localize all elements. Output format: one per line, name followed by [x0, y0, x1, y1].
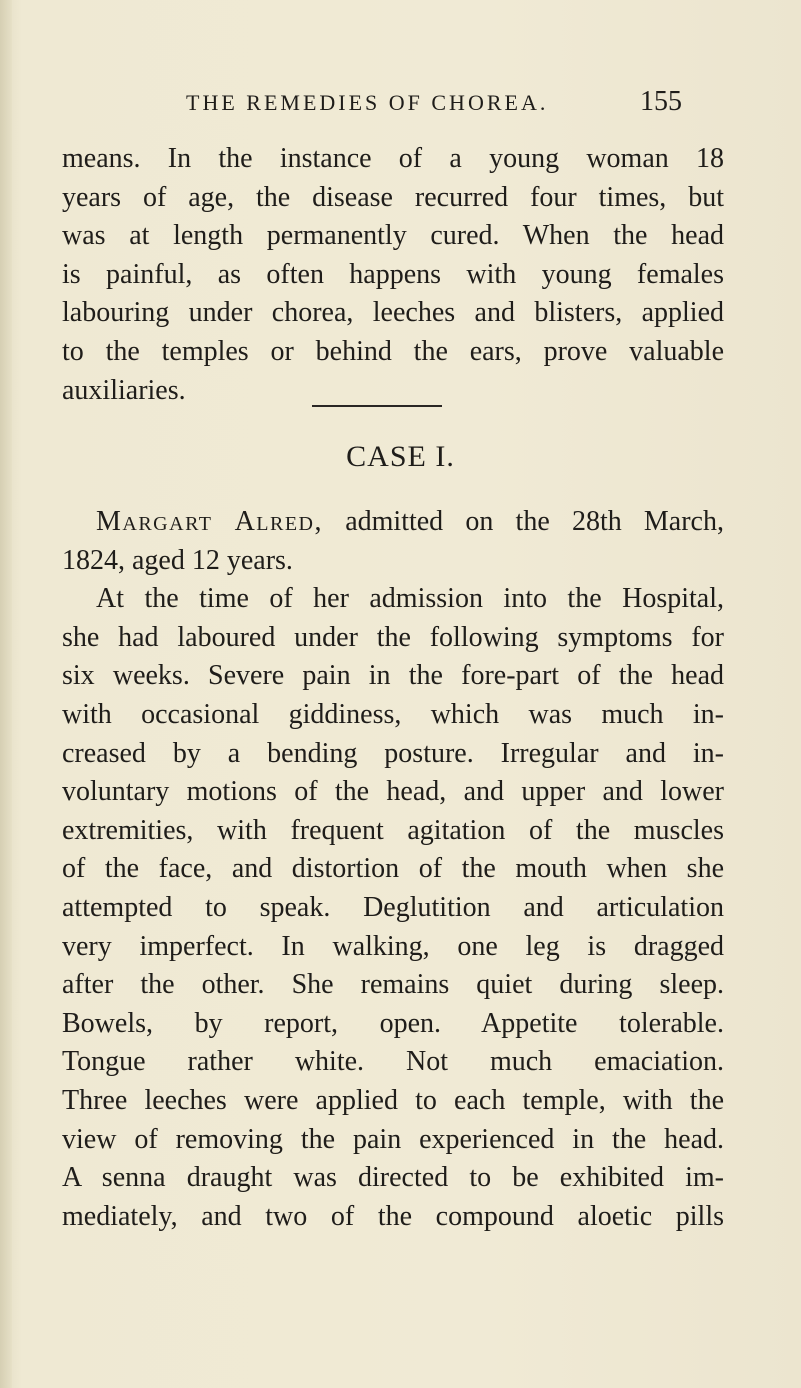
text-line: very imperfect. In walking, one leg is dragged	[62, 930, 724, 962]
case-intro-line	[62, 503, 724, 542]
admission-text: admitted on the 28th March,	[345, 506, 724, 537]
text-line: mediately, and two of the compound aloetic pills	[62, 1200, 724, 1232]
case-intro-line: 1824, aged 12 years.	[62, 544, 293, 576]
text-line: Tongue rather white. Not much emaciation.	[62, 1046, 724, 1078]
case-body	[62, 503, 724, 1236]
text-line: with occasional giddiness, which was much in-	[62, 698, 724, 730]
text-line: Bowels, by report, open. Appetite tolerable.	[62, 1007, 724, 1039]
section-divider-rule	[312, 405, 442, 407]
text-line: she had laboured under the following symptoms for	[62, 621, 724, 653]
text-line: six weeks. Severe pain in the fore-part of the head	[62, 660, 724, 692]
running-head: THE REMEDIES OF CHOREA.	[186, 90, 549, 115]
page-header	[0, 86, 801, 126]
text-line: creased by a bending posture. Irregular and in-	[62, 737, 724, 769]
text-line: At the time of her admission into the Hospital,	[96, 583, 724, 615]
text-line: labouring under chorea, leeches and blisters, applied	[62, 297, 724, 329]
text-line: auxiliaries.	[62, 374, 186, 406]
text-line: after the other. She remains quiet during sleep.	[62, 969, 724, 1001]
text-line: A senna draught was directed to be exhibited im-	[62, 1162, 724, 1194]
text-line: Three leeches were applied to each temple, with the	[62, 1084, 724, 1116]
patient-name: Margart Alred,	[96, 506, 324, 537]
text-line: was at length permanently cured. When the head	[62, 220, 724, 252]
text-line: is painful, as often happens with young females	[62, 258, 724, 290]
text-line: attempted to speak. Deglutition and articulation	[62, 891, 724, 923]
paragraph-continuation	[62, 140, 724, 410]
page-spine-shadow	[0, 0, 12, 1388]
text-line: extremities, with frequent agitation of the muscles	[62, 814, 724, 846]
case-heading: CASE I.	[346, 440, 455, 473]
text-line: to the temples or behind the ears, prove valuable	[62, 335, 724, 367]
text-line: means. In the instance of a young woman 18	[62, 143, 724, 174]
text-line: years of age, the disease recurred four times, but	[62, 181, 724, 213]
text-line: view of removing the pain experienced in the head.	[62, 1123, 724, 1155]
text-line: voluntary motions of the head, and upper and lower	[62, 776, 724, 808]
page-number: 155	[640, 86, 682, 117]
text-line: of the face, and distortion of the mouth when she	[62, 853, 724, 885]
